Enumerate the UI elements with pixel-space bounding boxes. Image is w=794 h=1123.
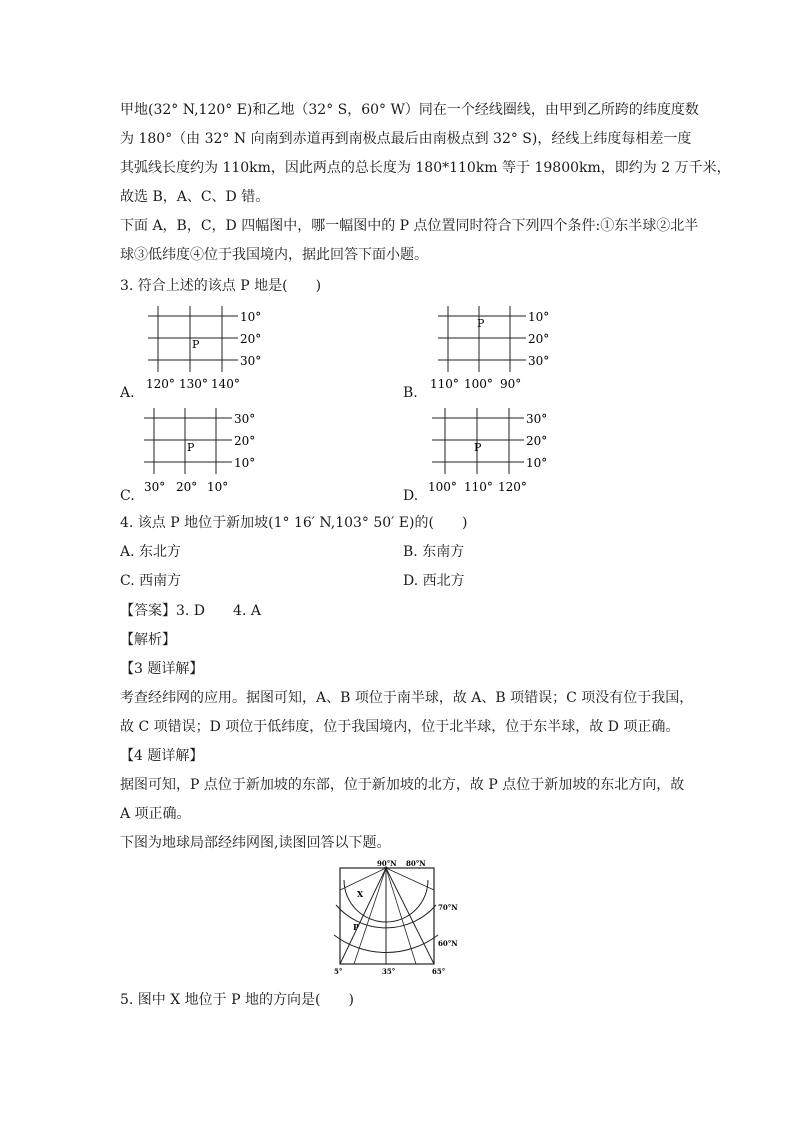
grid-c-lat-3: 10° [234,456,256,470]
grid-c-lon-3: 10° [207,480,229,494]
grid-d-lat-3: 10° [526,456,548,470]
question-3: 3. 符合上述的该点 P 地是( ) [120,278,322,294]
intro-line-2: 球③低纬度④位于我国境内，据此回答下面小题。 [120,247,428,263]
q4-option-b: B. 东南方 [403,544,465,560]
grid-d-lon-3: 120° [498,480,527,494]
q3-detail-title: 【3 题详解】 [120,661,204,677]
grid-figure-c [130,408,290,500]
q4-detail-title: 【4 题详解】 [120,748,204,764]
grid-d-letter: D. [403,488,419,504]
grid-c-letter: C. [120,488,135,504]
polar-point-p: P [353,922,360,932]
grid-d-lon-2: 110° [464,480,493,494]
grid-figure-a [118,306,278,402]
grid-a-lat-3: 30° [240,354,262,368]
grid-a-lat-2: 20° [240,332,262,346]
polar-point-x: X [357,889,364,899]
grid-a-lon-3: 140° [211,377,240,391]
grid-c-lat-1: 30° [234,412,256,426]
q4-option-a: A. 东北方 [120,544,182,560]
q4-option-c: C. 西南方 [120,573,182,589]
polar-label-5: 5° [334,967,343,976]
para1-line-2: 为 180°（由 32° N 向南到赤道再到南极点最后由南极点到 32° S)，经线上纬度每相差一度 [120,131,692,147]
polar-label-90n: 90°N [377,860,397,868]
grid-b-letter: B. [403,385,418,401]
grid-a-lon-2: 130° [179,377,208,391]
grid-c-lon-2: 20° [176,480,198,494]
question-4: 4. 该点 P 地位于新加坡(1° 16′ N,103° 50′ E)的( ) [120,515,468,531]
intro-2: 下图为地球局部经纬网图,读图回答以下题。 [120,835,391,851]
grid-b-point: P [477,317,485,330]
grid-b-lat-3: 30° [528,354,550,368]
question-5: 5. 图中 X 地位于 P 地的方向是( ) [120,992,354,1008]
polar-label-35: 35° [382,967,396,976]
grid-d-point: P [474,441,482,454]
grid-a-point: P [192,338,200,351]
grid-b-lon-3: 90° [500,377,522,391]
grid-b-lat-2: 20° [528,332,550,346]
polar-label-70n: 70°N [438,903,458,912]
q3-detail-line-1: 考查经纬网的应用。据图可知，A、B 项位于南半球，故 A、B 项错误；C 项没有位于我国， [120,690,694,706]
grid-d-lon-1: 100° [428,480,457,494]
polar-label-60n: 60°N [438,939,458,948]
grid-b-lat-1: 10° [528,310,550,324]
q4-detail-line-1: 据图可知，P 点位于新加坡的东部，位于新加坡的北方，故 P 点位于新加坡的东北方向，故 [120,777,685,793]
grid-d-lat-2: 20° [526,434,548,448]
grid-c-point: P [187,441,195,454]
q3-detail-line-2: 故 C 项错误；D 项位于低纬度，位于我国境内，位于北半球，位于东半球，故 D 项正确。 [120,719,680,735]
polar-label-65: 65° [432,967,446,976]
analysis-title: 【解析】 [120,632,176,648]
polar-map-figure [330,860,470,980]
q4-option-d: D. 西北方 [403,573,465,589]
q4-detail-line-2: A 项正确。 [120,806,191,822]
para1-line-3: 其弧线长度约为 110km，因此两点的总长度为 180*110km 等于 19800km，即约为 2 万千米， [120,160,731,176]
grid-d-lat-1: 30° [526,412,548,426]
grid-a-lat-1: 10° [240,310,262,324]
grid-a-lon-1: 120° [146,377,175,391]
polar-label-80n: 80°N [406,860,426,868]
grid-b-lon-2: 100° [464,377,493,391]
grid-c-lat-2: 20° [234,434,256,448]
para1-line-4: 故选 B，A、C、D 错。 [120,189,270,205]
grid-a-letter: A. [120,385,135,401]
para1-line-1: 甲地(32° N,120° E)和乙地（32° S，60° W）同在一个经线圈线，由甲到乙所跨的纬度度数 [120,102,699,118]
intro-line-1: 下面 A，B，C，D 四幅图中，哪一幅图中的 P 点位置同时符合下列四个条件:①东半球②北半 [120,218,699,234]
grid-c-lon-1: 30° [144,480,166,494]
answer-line: 【答案】3. D 4. A [120,603,261,619]
grid-figure-b [418,306,578,402]
grid-b-lon-1: 110° [430,377,459,391]
grid-figure-d [418,408,578,500]
